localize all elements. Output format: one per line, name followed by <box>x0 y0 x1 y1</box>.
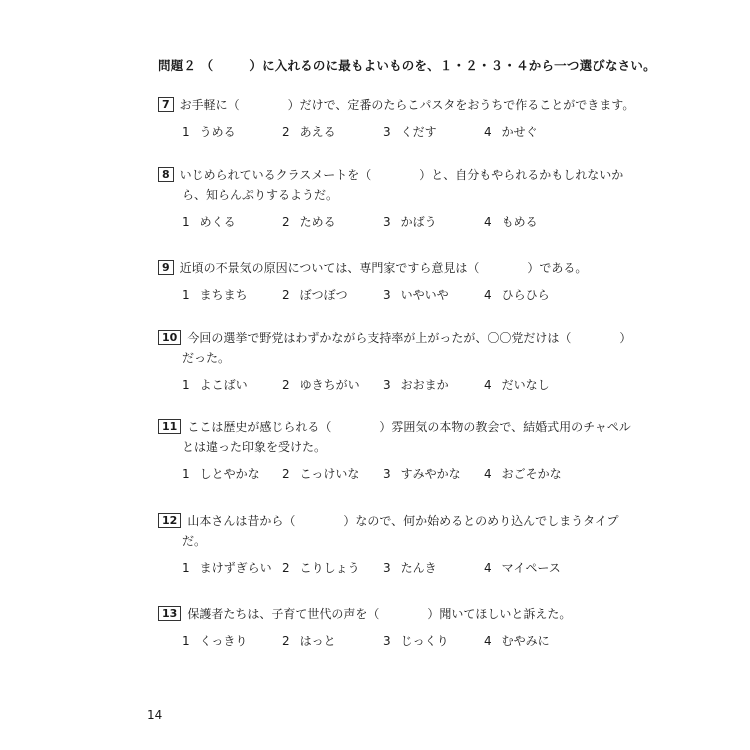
option-3[interactable] <box>383 123 437 140</box>
option-1[interactable] <box>182 213 236 230</box>
option-text: こっけいな <box>299 467 360 481</box>
option-text: はっと <box>299 634 336 648</box>
option-text: たんき <box>400 561 437 575</box>
option-1[interactable] <box>182 559 272 576</box>
option-text: かばう <box>400 215 437 229</box>
option-2[interactable] <box>282 213 336 230</box>
question-line <box>158 165 624 185</box>
option-number: 4 <box>484 288 492 302</box>
options-row <box>158 559 598 577</box>
option-number: 4 <box>484 215 492 229</box>
option-number: 2 <box>282 288 290 302</box>
option-text: もめる <box>501 215 538 229</box>
option-1[interactable] <box>182 465 260 482</box>
option-text: むやみに <box>501 634 550 648</box>
question-number: 8 <box>158 167 174 182</box>
option-number: 2 <box>282 467 290 481</box>
option-text: ためる <box>299 215 336 229</box>
question-line-continued: だ。 <box>182 534 207 548</box>
option-number: 4 <box>484 378 492 392</box>
option-number: 1 <box>182 467 190 481</box>
question-line <box>158 604 598 624</box>
page-number: 14 <box>147 708 163 722</box>
option-number: 3 <box>383 634 391 648</box>
question-11 <box>158 417 631 483</box>
option-number: 3 <box>383 288 391 302</box>
option-number: 1 <box>182 215 190 229</box>
option-number: 2 <box>282 215 290 229</box>
option-2[interactable] <box>282 465 359 482</box>
option-number: 1 <box>182 288 190 302</box>
option-text: ひらひら <box>501 288 550 302</box>
question-12 <box>158 511 619 577</box>
question-text: お手軽に（ ）だけで、定番のたらこパスタをおうちで作ることができます。 <box>179 98 635 112</box>
option-text: マイペース <box>501 561 561 575</box>
question-text: 山本さんは昔から（ ）なので、何か始めるとのめり込んでしまうタイプ <box>187 514 619 528</box>
option-text: ゆきちがい <box>299 378 360 392</box>
option-number: 4 <box>484 467 492 481</box>
question-8 <box>158 165 624 231</box>
options-row <box>158 376 598 394</box>
option-3[interactable] <box>383 465 461 482</box>
option-text: しとやかな <box>199 467 260 481</box>
option-3[interactable] <box>383 213 437 230</box>
question-10 <box>158 328 632 394</box>
question-7 <box>158 95 635 141</box>
question-number: 11 <box>158 419 181 434</box>
option-3[interactable] <box>383 286 449 303</box>
instruction-close-paren: ） <box>249 58 263 73</box>
question-number: 9 <box>158 260 174 275</box>
question-text: 保護者たちは、子育て世代の声を（ ）聞いてほしいと訴えた。 <box>187 607 572 621</box>
option-text: かせぐ <box>501 125 538 139</box>
option-1[interactable] <box>182 123 236 140</box>
question-text: 近頃の不景気の原因については、専門家ですら意見は（ ）である。 <box>179 261 588 275</box>
option-text: だいなし <box>501 378 550 392</box>
option-number: 3 <box>383 467 391 481</box>
option-text: まちまち <box>199 288 248 302</box>
option-2[interactable] <box>282 286 348 303</box>
option-3[interactable] <box>383 559 437 576</box>
option-4[interactable] <box>484 376 550 393</box>
question-text: ここは歴史が感じられる（ ）雰囲気の本物の教会で、結婚式用のチャペル <box>187 420 631 434</box>
option-4[interactable] <box>484 123 538 140</box>
options-row <box>158 632 598 650</box>
option-1[interactable] <box>182 376 248 393</box>
question-line <box>158 511 619 531</box>
option-number: 3 <box>383 125 391 139</box>
option-text: くだす <box>400 125 437 139</box>
options-row <box>158 123 598 141</box>
option-number: 3 <box>383 561 391 575</box>
question-line <box>158 328 632 348</box>
option-number: 1 <box>182 378 190 392</box>
question-line-continued: だった。 <box>182 351 231 365</box>
option-1[interactable] <box>182 286 248 303</box>
option-text: じっくり <box>400 634 449 648</box>
instruction-label: 問題２ <box>158 58 197 73</box>
option-4[interactable] <box>484 465 562 482</box>
question-line <box>158 95 635 115</box>
option-number: 3 <box>383 215 391 229</box>
question-9 <box>158 258 598 304</box>
option-text: うめる <box>199 125 236 139</box>
question-line-continued: ら、知らんぷりするようだ。 <box>182 188 339 202</box>
option-4[interactable] <box>484 286 550 303</box>
option-4[interactable] <box>484 559 561 576</box>
option-number: 2 <box>282 378 290 392</box>
options-row <box>158 286 598 304</box>
question-line-continued: とは違った印象を受けた。 <box>182 440 327 454</box>
option-2[interactable] <box>282 123 336 140</box>
option-number: 1 <box>182 125 190 139</box>
instruction-heading <box>158 56 656 74</box>
option-number: 2 <box>282 634 290 648</box>
question-number: 10 <box>158 330 181 345</box>
question-text: いじめられているクラスメートを（ ）と、自分もやられるかもしれないか <box>179 168 624 182</box>
options-row <box>158 465 598 483</box>
option-2[interactable] <box>282 559 360 576</box>
option-text: いやいや <box>400 288 449 302</box>
option-2[interactable] <box>282 376 360 393</box>
option-number: 4 <box>484 561 492 575</box>
option-number: 1 <box>182 634 190 648</box>
option-text: めくる <box>199 215 236 229</box>
option-4[interactable] <box>484 632 550 649</box>
question-number: 12 <box>158 513 181 528</box>
question-number: 13 <box>158 606 181 621</box>
instruction-open-paren: （ <box>200 58 214 73</box>
question-number: 7 <box>158 97 174 112</box>
option-3[interactable] <box>383 376 449 393</box>
instruction-text: に入れるのに最もよいものを、１・２・３・４から一つ選びなさい。 <box>262 58 656 73</box>
option-text: ぼつぼつ <box>299 288 348 302</box>
question-line <box>158 417 631 437</box>
option-text: すみやかな <box>400 467 461 481</box>
option-text: おごそかな <box>501 467 562 481</box>
option-4[interactable] <box>484 213 538 230</box>
option-text: よこばい <box>199 378 248 392</box>
question-line <box>158 258 598 278</box>
option-number: 2 <box>282 125 290 139</box>
option-text: あえる <box>299 125 336 139</box>
question-text: 今回の選挙で野党はわずかながら支持率が上がったが、〇〇党だけは（ ） <box>187 331 632 345</box>
option-2[interactable] <box>282 632 336 649</box>
option-text: おおまか <box>400 378 449 392</box>
option-1[interactable] <box>182 632 247 649</box>
option-3[interactable] <box>383 632 449 649</box>
option-text: まけずぎらい <box>199 561 272 575</box>
question-13 <box>158 604 598 650</box>
option-text: くっきり <box>199 634 248 648</box>
option-number: 4 <box>484 634 492 648</box>
option-number: 1 <box>182 561 190 575</box>
option-number: 2 <box>282 561 290 575</box>
option-number: 4 <box>484 125 492 139</box>
option-number: 3 <box>383 378 391 392</box>
option-text: こりしょう <box>299 561 360 575</box>
options-row <box>158 213 598 231</box>
